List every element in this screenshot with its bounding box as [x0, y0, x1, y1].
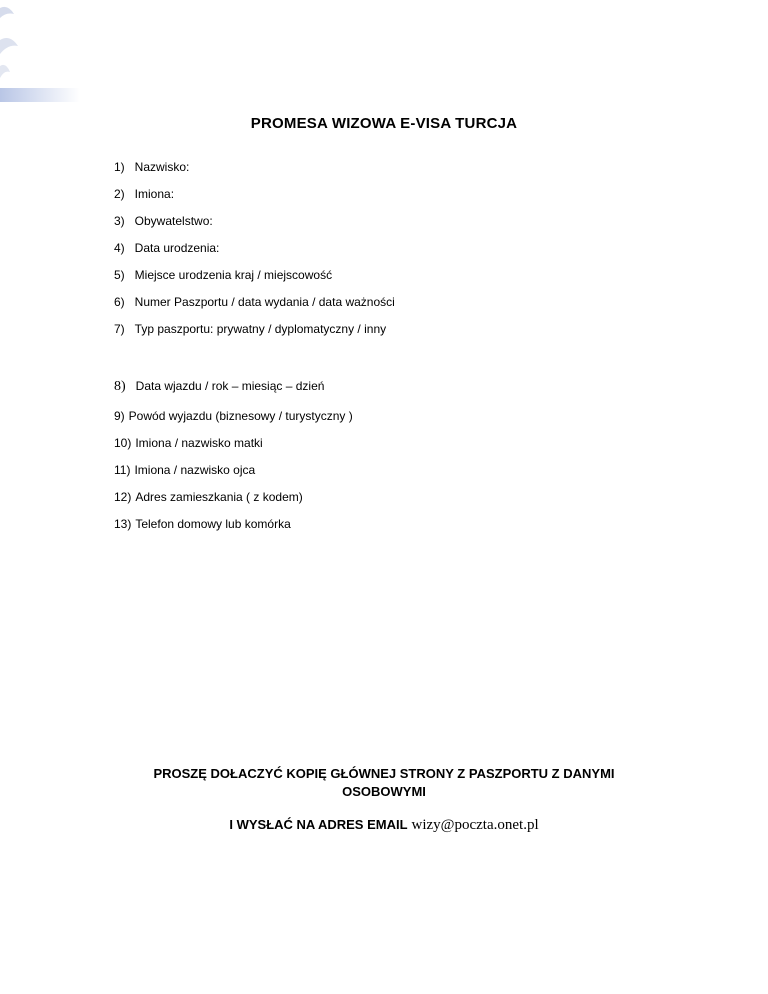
item-number: 11) — [114, 463, 131, 477]
footer-instruction-line1: PROSZĘ DOŁACZYĆ KOPIĘ GŁÓWNEJ STRONY Z PASZPORTU Z DANYMI — [153, 766, 615, 781]
item-number: 7) — [114, 322, 125, 336]
item-label: Powód wyjazdu (biznesowy / turystyczny ) — [128, 409, 353, 423]
list-item — [114, 379, 324, 394]
item-number: 2) — [114, 187, 125, 201]
list-item — [114, 436, 263, 450]
item-label: Imiona / nazwisko matki — [135, 436, 263, 450]
item-number: 13) — [114, 517, 132, 531]
item-number: 12) — [114, 490, 132, 504]
email-address[interactable]: wizy@poczta.onet.pl — [411, 817, 539, 833]
list-item — [114, 160, 189, 174]
list-item — [114, 490, 303, 504]
item-label: Imiona: — [134, 187, 175, 201]
email-instruction — [0, 817, 768, 834]
item-label: Imiona / nazwisko ojca — [134, 463, 256, 477]
item-number: 4) — [114, 241, 125, 255]
item-label: Obywatelstwo: — [134, 214, 213, 228]
item-number: 9) — [114, 409, 125, 423]
item-label: Typ paszportu: prywatny / dyplomatyczny / inny — [134, 322, 387, 336]
list-item — [114, 463, 255, 477]
list-item — [114, 268, 332, 282]
item-label: Miejsce urodzenia kraj / miejscowość — [134, 268, 333, 282]
item-number: 5) — [114, 268, 125, 282]
item-label: Adres zamieszkania ( z kodem) — [135, 490, 303, 504]
list-item — [114, 322, 386, 336]
item-number: 6) — [114, 295, 125, 309]
list-item — [114, 295, 395, 309]
email-label: I WYSŁAĆ NA ADRES EMAIL — [229, 817, 408, 832]
footer-instruction-line2: OSOBOWYMI — [342, 784, 426, 799]
item-label: Telefon domowy lub komórka — [135, 517, 291, 531]
item-number: 10) — [114, 436, 132, 450]
item-label: Data urodzenia: — [134, 241, 220, 255]
list-item — [114, 187, 174, 201]
item-label: Data wjazdu / rok – miesiąc – dzień — [135, 379, 325, 393]
list-item — [114, 241, 219, 255]
item-label: Numer Paszportu / data wydania / data ważności — [134, 295, 395, 309]
corner-decoration — [0, 0, 80, 110]
document-title: PROMESA WIZOWA E-VISA TURCJA — [250, 115, 518, 132]
item-number: 1) — [114, 160, 125, 174]
item-label: Nazwisko: — [134, 160, 190, 174]
item-number: 3) — [114, 214, 125, 228]
list-item — [114, 409, 353, 423]
list-item — [114, 517, 291, 531]
item-number: 8) — [114, 379, 126, 394]
list-item — [114, 214, 213, 228]
